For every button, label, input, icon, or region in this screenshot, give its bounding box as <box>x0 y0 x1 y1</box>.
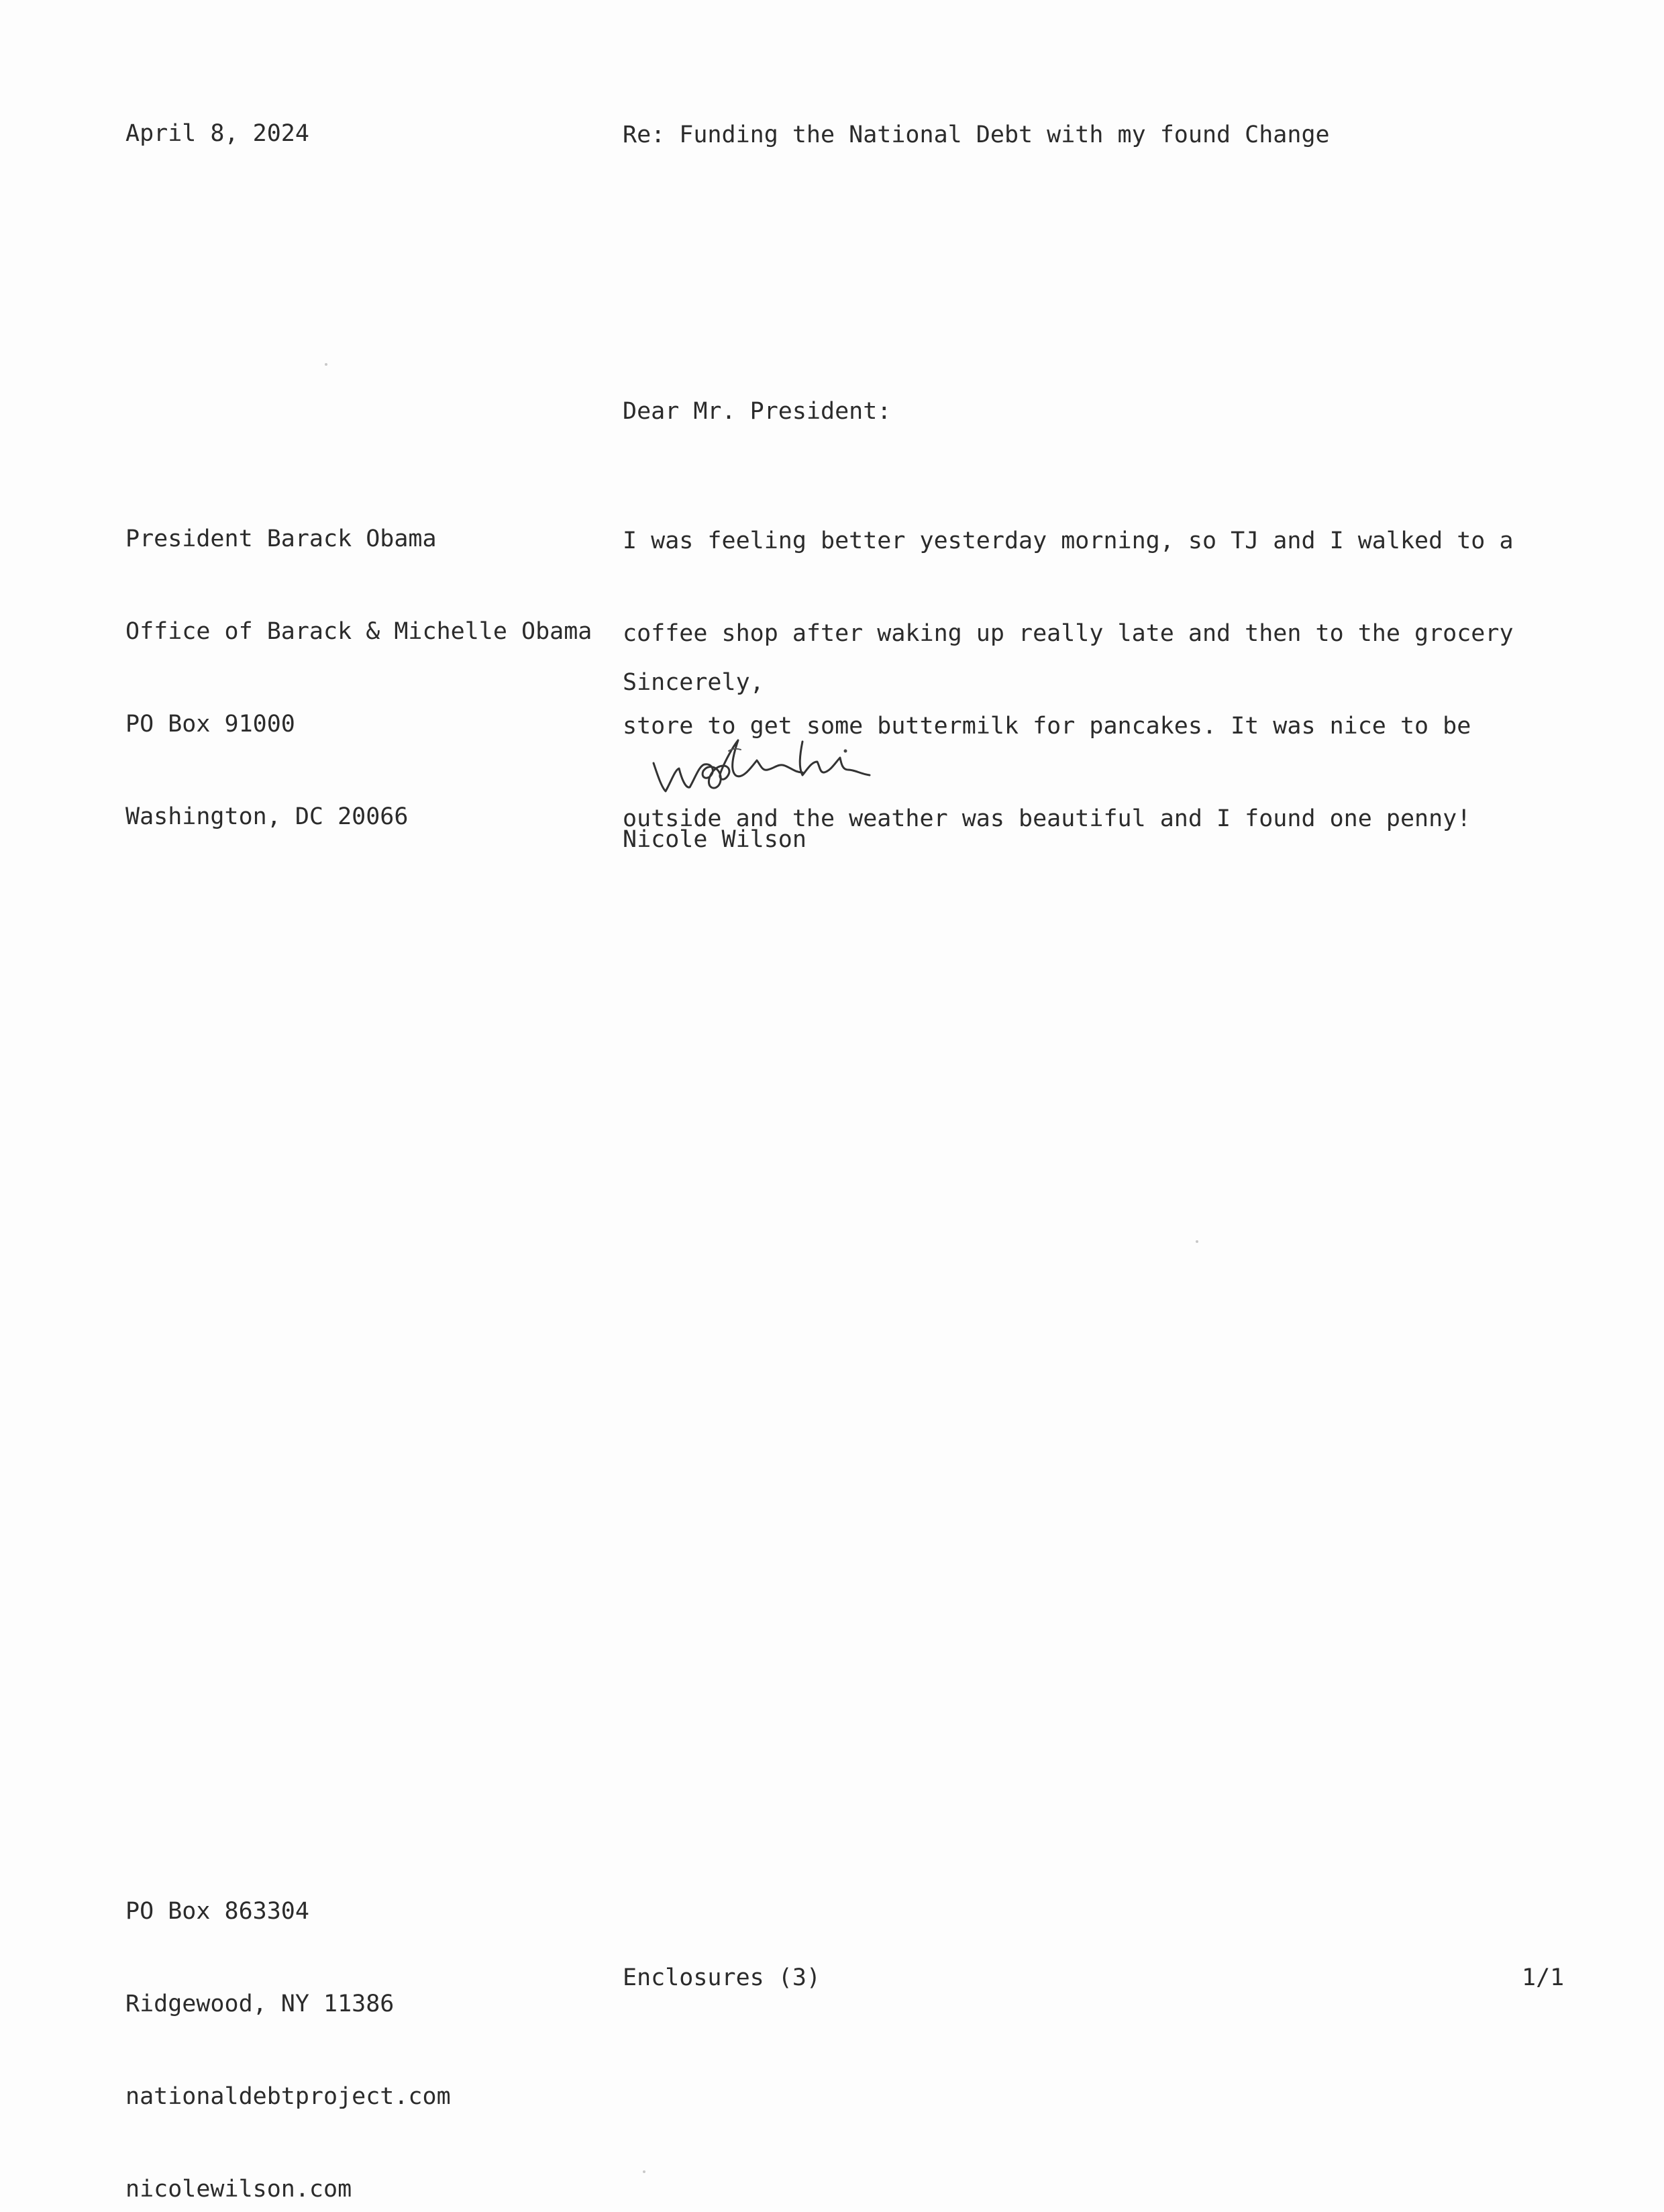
handwritten-signature <box>644 721 980 815</box>
sender-line: Ridgewood, NY 11386 <box>125 1991 395 2017</box>
closing: Sincerely, <box>623 669 764 696</box>
sender-address <box>125 1838 451 2212</box>
letter-subject: Re: Funding the National Debt with my found Change <box>623 121 1330 148</box>
enclosures-note: Enclosures (3) <box>623 1964 821 1991</box>
signer-name: Nicole Wilson <box>623 826 807 853</box>
recipient-line: Washington, DC 20066 <box>125 803 409 830</box>
page-number: 1/1 <box>1522 1964 1565 1991</box>
paper-speck <box>643 2170 645 2173</box>
sender-line: PO Box 863304 <box>125 1898 309 1925</box>
letter-date: April 8, 2024 <box>125 120 309 147</box>
body-line: I was feeling better yesterday morning, so TJ and I walked to a <box>623 527 1514 554</box>
salutation: Dear Mr. President: <box>623 398 892 425</box>
recipient-line: President Barack Obama <box>125 525 437 552</box>
sender-line: nicolewilson.com <box>125 2176 352 2203</box>
paper-speck <box>1196 1240 1198 1243</box>
body-line: store to get some buttermilk for pancakes. It was nice to be <box>623 713 1471 740</box>
body-line: outside and the weather was beautiful and I found one penny! <box>623 805 1471 832</box>
recipient-line: PO Box 91000 <box>125 711 295 738</box>
body-line: coffee shop after waking up really late and then to the grocery <box>623 620 1514 647</box>
paper-speck <box>325 363 327 366</box>
recipient-line: Office of Barack & Michelle Obama <box>125 618 592 645</box>
recipient-address <box>125 466 592 890</box>
sender-line: nationaldebtproject.com <box>125 2083 451 2110</box>
